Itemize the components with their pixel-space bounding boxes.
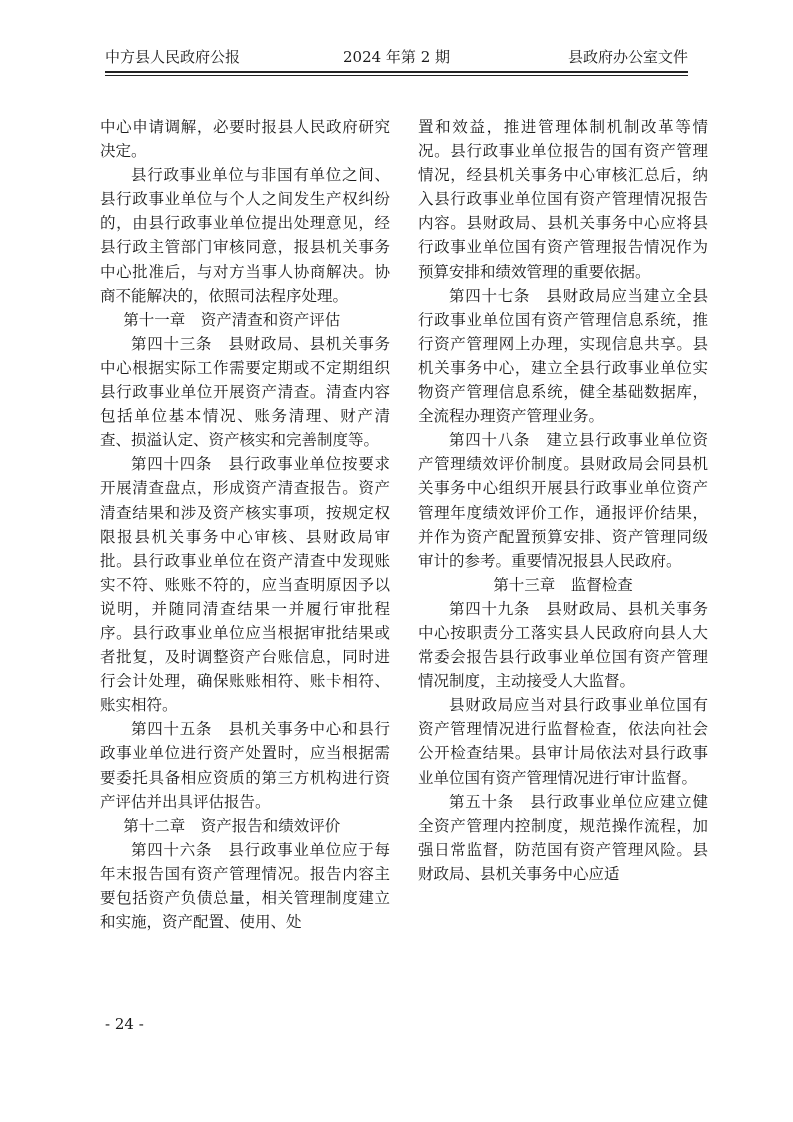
header-rule-thick	[105, 71, 688, 73]
page-header	[105, 44, 688, 70]
header-section-name: 县政府办公室文件	[567, 48, 688, 66]
paragraph: 第四十四条 县行政事业单位按要求开展清查盘点，形成资产清查报告。资产清查结果和涉及资产核实事项，按规定权限报县机关事务中心审核、县财政局审批。县行政事业单位在资产清查中发现账实不符、账账不符的，应当查明原因予以说明，并随同清查结果一并履行审批程序。县行政事业单位应当根据审批结果或者批复，及时调整资产台账信息，同时进行会计处理，确保账账相符、账卡相符、账实相符。	[100, 455, 390, 715]
left-text-column	[100, 115, 390, 934]
chapter-heading: 第十一章 资产清查和资产评估	[123, 310, 341, 329]
header-publication-title: 中方县人民政府公报	[105, 48, 241, 66]
header-rule-thin	[105, 75, 688, 76]
paragraph: 第四十七条 县财政局应当建立全县行政事业单位国有资产管理信息系统，推行资产管理网上办理，实现信息共享。县机关事务中心，建立全县行政事业单位实物资产管理信息系统，健全基础数据库，全流程办理资产管理业务。	[418, 286, 708, 426]
paragraph: 第四十六条 县行政事业单位应于每年末报告国有资产管理情况。报告内容主要包括资产负债总量，相关管理制度建立和实施，资产配置、使用、处	[100, 840, 390, 932]
page-number: - 24 -	[105, 1015, 144, 1033]
paragraph: 置和效益，推进管理体制机制改革等情况。县行政事业单位报告的国有资产管理情况，经县机关事务中心审核汇总后，纳入县行政事业单位国有资产管理情况报告内容。县财政局、县机关事务中心应将县行政事业单位国有资产管理报告情况作为预算安排和绩效管理的重要依据。	[418, 118, 708, 281]
paragraph: 县行政事业单位与非国有单位之间、县行政事业单位与个人之间发生产权纠纷的，由县行政事业单位提出处理意见，经县行政主管部门审核同意，报县机关事务中心批准后，与对方当事人协商解决。协商不能解决的，依照司法程序处理。	[100, 166, 390, 305]
header-issue-number: 2024 年第 2 期	[342, 48, 451, 66]
paragraph: 第四十八条 建立县行政事业单位资产管理绩效评价制度。县财政局会同县机关事务中心组织开展县行政事业单位资产管理年度绩效评价工作，通报评价结果，并作为资产配置预算安排、资产管理同级审计的参考。重要情况报县人民政府。	[418, 431, 708, 570]
paragraph: 中心申请调解，必要时报县人民政府研究决定。	[100, 118, 390, 161]
paragraph: 第五十条 县行政事业单位应建立健全资产管理内控制度，规范操作流程，加强日常监督，防范国有资产管理风险。县财政局、县机关事务中心应适	[418, 792, 708, 883]
chapter-heading: 第十三章 监督检查	[493, 575, 633, 594]
paragraph: 第四十五条 县机关事务中心和县行政事业单位进行资产处置时，应当根据需要委托具备相应资质的第三方机构进行资产评估并出具评估报告。	[100, 720, 390, 811]
paragraph: 第四十九条 县财政局、县机关事务中心按职责分工落实县人民政府向县人大常委会报告县行政事业单位国有资产管理情况制度，主动接受人大监督。	[418, 599, 708, 691]
paragraph: 第四十三条 县财政局、县机关事务中心根据实际工作需要定期或不定期组织县行政事业单位开展资产清查。清查内容包括单位基本情况、账务清理、财产清查、损溢认定、资产核实和完善制度等。	[100, 334, 390, 450]
paragraph: 县财政局应当对县行政事业单位国有资产管理情况进行监督检查，依法向社会公开检查结果。县审计局依法对县行政事业单位国有资产管理情况进行审计监督。	[418, 696, 708, 787]
right-text-column	[418, 115, 708, 886]
chapter-heading: 第十二章 资产报告和绩效评价	[123, 816, 341, 835]
